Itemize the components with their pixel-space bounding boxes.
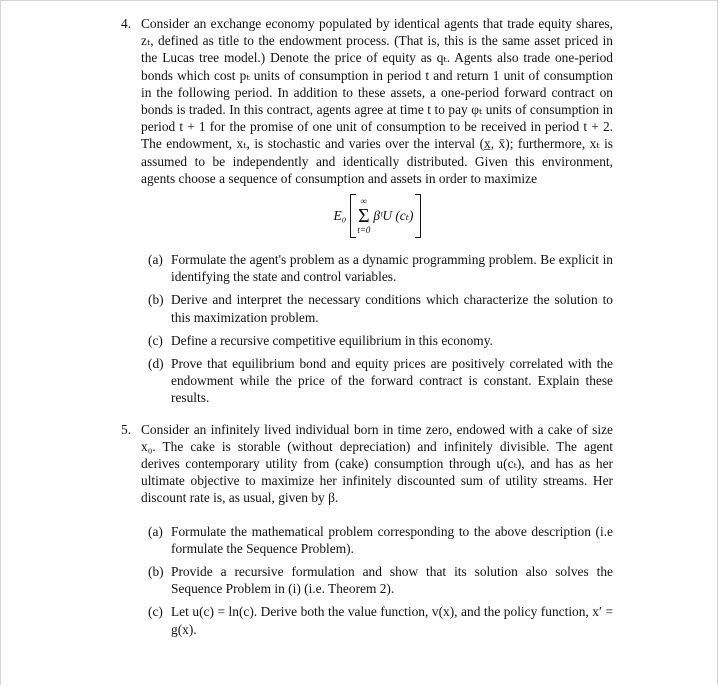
objective-equation: [141, 191, 613, 241]
problem-4-parts: [141, 251, 613, 407]
equation-bracket: [350, 194, 420, 238]
part-label: (a): [148, 523, 163, 539]
part-item: [141, 563, 613, 597]
problem-4: [121, 15, 613, 407]
part-item: [141, 523, 613, 557]
sigma-symbol: Σ: [358, 205, 370, 228]
sum-upper-limit: ∞: [360, 196, 368, 207]
expectation-operator: E₀: [333, 208, 347, 224]
part-text: Let u(c) = ln(c). Derive both the value function, v(x), and the policy function, x′ = g(x).: [171, 604, 613, 637]
problem-5: [121, 421, 613, 638]
problem-number: 5.: [121, 421, 132, 437]
part-label: (b): [148, 564, 164, 580]
part-text: Provide a recursive formulation and show that its solution also solves the Sequence Problem in (i) (i.e. Theorem 2).: [171, 564, 613, 597]
part-text: Formulate the mathematical problem corresponding to the above description (i.e formulate the Sequence Problem).: [171, 523, 613, 556]
part-text: Define a recursive competitive equilibrium in this economy.: [171, 332, 493, 348]
part-text: Formulate the agent's problem as a dynamic programming problem. Be explicit in identifying the state and control variables.: [171, 252, 613, 285]
summand: βᵗU (cₜ): [373, 208, 414, 224]
sum-lower-limit: t=0: [357, 225, 371, 236]
document-content: [121, 15, 613, 644]
problem-statement: Consider an exchange economy populated by identical agents that trade equity shares, zₜ, defined as title to the endowment process. (That is, this is the same asset priced in the Lucas tree model.) Denote the price of equity as qₜ. Agents also trade one-period bonds which cost pₜ units of consumption in period t and return 1 unit of consumption in the following period. In addition to these assets, a one-period forward contract on bonds is traded. In this contract, agents agree at time t to pay φₜ units of consumption in period t + 1 for the promise of one unit of consumption to be received in period t + 2. The endowment, xₜ, is stochastic and varies over the interval (x̲, x̄); furthermore, xₜ is assumed to be independently and identically distributed. Given this environment, agents choose a sequence of consumption and assets in order to maximize: [141, 16, 613, 186]
part-item: [141, 332, 613, 349]
part-label: (c): [148, 604, 163, 620]
problem-5-parts: [141, 523, 613, 638]
problem-statement: Consider an infinitely lived individual born in time zero, endowed with a cake of size x₀. The cake is storable (without depreciation) and infinitely divisible. The agent derives contemporary utility from (cake) consumption through u(cₜ), and has as her ultimate objective to maximize her infinitely discounted sum of utility streams. Her discount rate is, as usual, given by β.: [141, 421, 613, 506]
part-text: Prove that equilibrium bond and equity prices are positively correlated with the endowment while the price of the forward contract is constant. Explain these results.: [171, 356, 613, 406]
part-label: (b): [148, 292, 164, 308]
part-item: [141, 355, 613, 407]
part-item: [141, 603, 613, 637]
part-item: [141, 251, 613, 285]
part-label: (a): [148, 252, 163, 268]
part-text: Derive and interpret the necessary conditions which characterize the solution to this maximization problem.: [171, 292, 613, 325]
part-label: (c): [148, 332, 163, 348]
summation: [357, 197, 370, 235]
part-item: [141, 291, 613, 325]
problem-number: 4.: [121, 16, 132, 31]
part-label: (d): [148, 356, 164, 372]
